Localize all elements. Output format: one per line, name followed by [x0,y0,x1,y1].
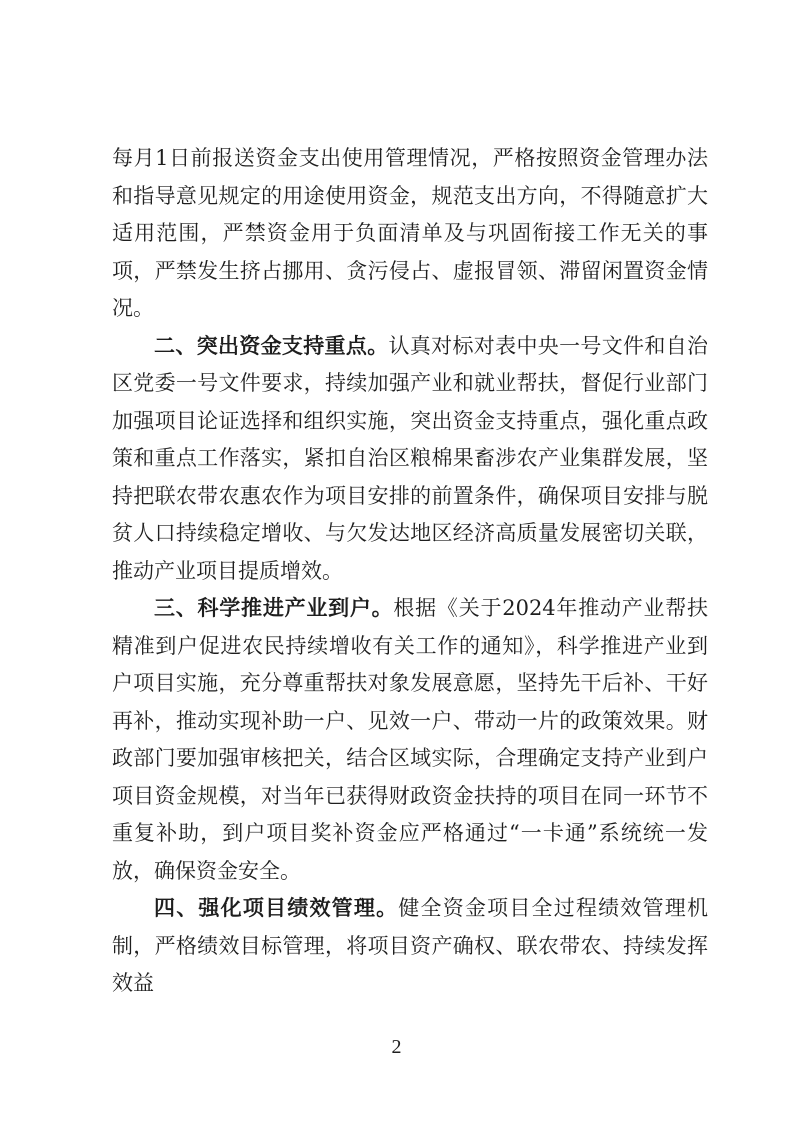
section-heading: 三、科学推进产业到户。 [154,596,394,620]
section-heading: 二、突出资金支持重点。 [154,333,389,358]
paragraph-body: 健全资金项目全过程绩效管理机制，严格绩效目标管理，将项目资产确权、联农带农、持续发挥效益 [112,896,709,995]
paragraph-section-4 [112,890,708,1003]
document-body [112,140,708,1003]
paragraph-continuation [112,140,708,328]
page-number: 2 [391,1036,402,1058]
paragraph-body: 认真对标对表中央一号文件和自治区党委一号文件要求，持续加强产业和就业帮扶，督促行业部门加强项目论证选择和组织实施，突出资金支持重点，强化重点政策和重点工作落实，紧扣自治区粮棉果畜涉农产业集群发展，坚持把联农带农惠农作为项目安排的前置条件，确保项目安排与脱贫人口持续稳定增收、与欠发达地区经济高质量发展密切关联，推动产业项目提质增效。 [112,333,709,583]
paragraph-body: 每月1日前报送资金支出使用管理情况，严格按照资金管理办法和指导意见规定的用途使用资金，规范支出方向，不得随意扩大适用范围，严禁资金用于负面清单及与巩固衔接工作无关的事项，严禁发生挤占挪用、贪污侵占、虚报冒领、滞留闲置资金情况。 [112,146,708,320]
paragraph-section-3 [112,590,708,890]
section-heading: 四、强化项目绩效管理。 [154,896,399,920]
paragraph-section-2 [112,328,708,591]
paragraph-body: 根据《关于2024年推动产业帮扶精准到户促进农民持续增收有关工作的通知》，科学推进产业到户项目实施，充分尊重帮扶对象发展意愿，坚持先干后补、干好再补，推动实现补助一户、见效一户、带动一片的政策效果。财政部门要加强审核把关，结合区域实际，合理确定支持产业到户项目资金规模，对当年已获得财政资金扶持的项目在同一环节不重复补助，到户项目奖补资金应严格通过“一卡通”系统统一发放，确保资金安全。 [112,596,709,883]
